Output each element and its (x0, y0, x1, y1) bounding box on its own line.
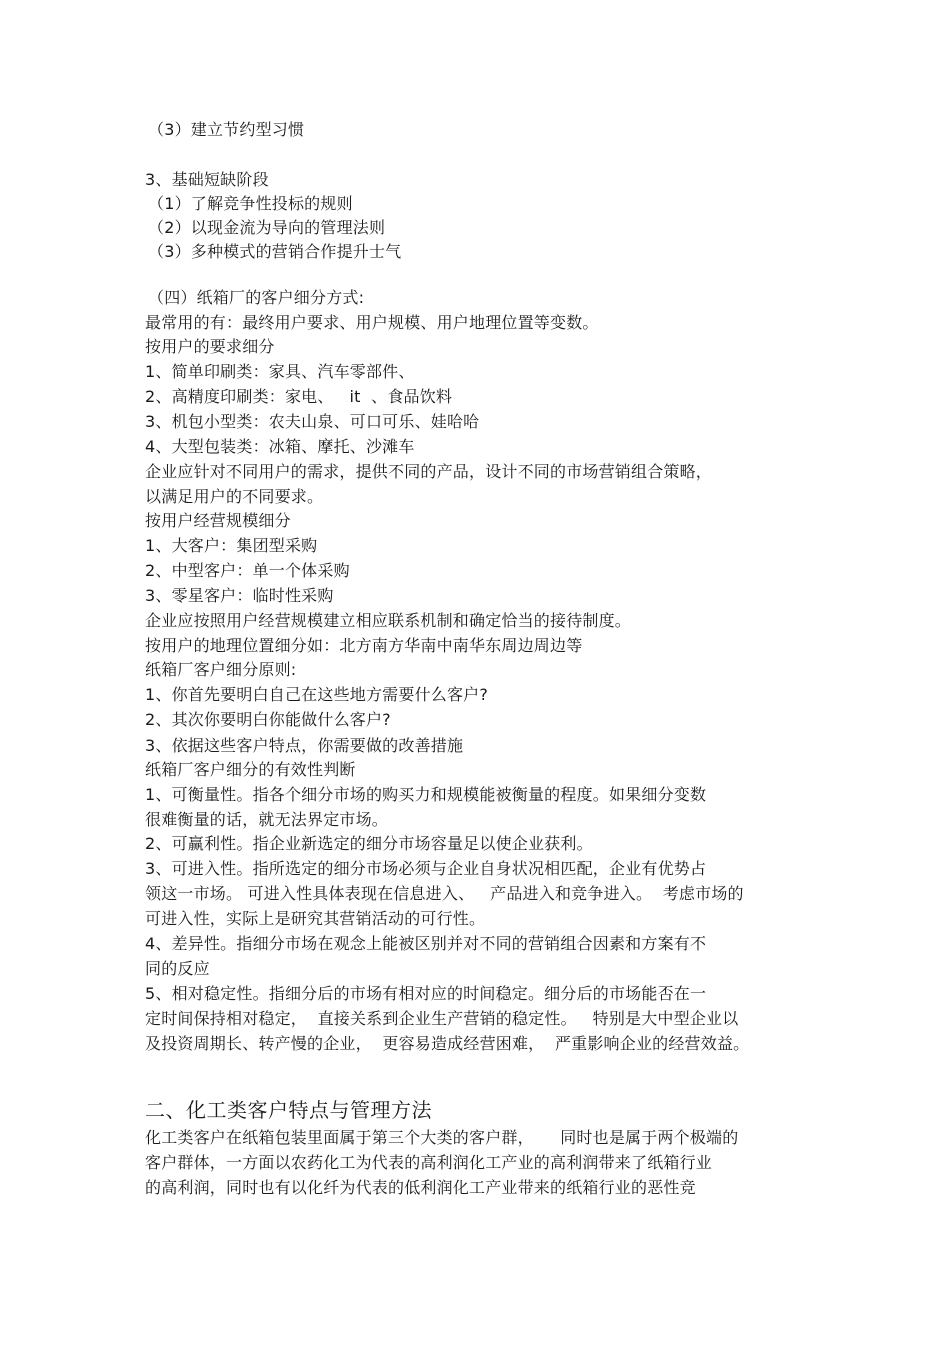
text-line: 可进入性，实际上是研究其营销活动的可行性。 (145, 909, 486, 928)
text-line: 5、相对稳定性。指细分后的市场有相对应的时间稳定。细分后的市场能否在一 (145, 984, 707, 1003)
text-line: 4、大型包装类：冰箱、摩托、沙滩车 (145, 437, 415, 456)
text-line: 1、你首先要明白自己在这些地方需要什么客户? (145, 685, 489, 704)
text-line: 按用户的要求细分 (145, 337, 275, 356)
text-line: 2、中型客户：单一个体采购 (145, 561, 350, 580)
text-line: 同的反应 (145, 959, 210, 978)
text-line: 3、基础短缺阶段 (145, 170, 269, 189)
text-line: 按用户的地理位置细分如：北方南方华南中南华东周边周边等 (145, 636, 583, 655)
text-line: 2、高精度印刷类：家电、 it 、食品饮料 (145, 387, 453, 406)
text-line: 3、零星客户：临时性采购 (145, 586, 334, 605)
text-line: 化工类客户在纸箱包装里面属于第三个大类的客户群， 同时也是属于两个极端的 (145, 1128, 739, 1147)
text-line: 1、简单印刷类：家具、汽车零部件、 (145, 362, 415, 381)
text-line: 1、大客户：集团型采购 (145, 536, 318, 555)
text-line: （四）纸箱厂的客户细分方式: (148, 288, 365, 307)
text-line: 最常用的有：最终用户要求、用户规模、用户地理位置等变数。 (145, 313, 599, 332)
section-heading: 二、化工类客户特点与管理方法 (145, 1098, 432, 1122)
text-line: 纸箱厂客户细分的有效性判断 (145, 760, 356, 779)
text-line: 很难衡量的话，就无法界定市场。 (145, 810, 389, 829)
text-line: 的高利润，同时也有以化纤为代表的低利润化工产业带来的纸箱行业的恶性竞 (145, 1178, 696, 1197)
text-line: 2、其次你要明白你能做什么客户? (145, 710, 391, 729)
text-line: 1、可衡量性。指各个细分市场的购买力和规模能被衡量的程度。如果细分变数 (145, 785, 707, 804)
text-line: 客户群体，一方面以农药化工为代表的高利润化工产业的高利润带来了纸箱行业 (145, 1153, 713, 1172)
text-line: （3）建立节约型习惯 (148, 120, 305, 139)
text-line: 3、机包小型类：农夫山泉、可口可乐、娃哈哈 (145, 412, 480, 431)
text-line: 2、可赢利性。指企业新选定的细分市场容量足以使企业获利。 (145, 834, 593, 853)
text-line: 纸箱厂客户细分原则: (145, 660, 297, 679)
text-line: （3）多种模式的营销合作提升士气 (148, 242, 402, 261)
text-line: 企业应针对不同用户的需求，提供不同的产品，设计不同的市场营销组合策略， (145, 462, 713, 481)
text-line: 3、依据这些客户特点，你需要做的改善措施 (145, 736, 464, 755)
text-line: 领这一市场。 可进入性具体表现在信息进入、 产品进入和竞争进入。 考虑市场的 (145, 884, 744, 903)
text-line: 以满足用户的不同要求。 (145, 487, 324, 506)
text-line: 4、差异性。指细分市场在观念上能被区别并对不同的营销组合因素和方案有不 (145, 934, 707, 953)
text-line: 按用户经营规模细分 (145, 511, 291, 530)
text-line: 3、可进入性。指所选定的细分市场必须与企业自身状况相匹配，企业有优势占 (145, 859, 707, 878)
text-line: 企业应按照用户经营规模建立相应联系机制和确定恰当的接待制度。 (145, 611, 632, 630)
text-line: 及投资周期长、转产慢的企业， 更容易造成经营困难， 严重影响企业的经营效益。 (145, 1034, 750, 1053)
text-line: 定时间保持相对稳定， 直接关系到企业生产营销的稳定性。 特别是大中型企业以 (145, 1009, 739, 1028)
text-line: （1）了解竞争性投标的规则 (148, 194, 353, 213)
text-line: （2）以现金流为导向的管理法则 (148, 218, 386, 237)
